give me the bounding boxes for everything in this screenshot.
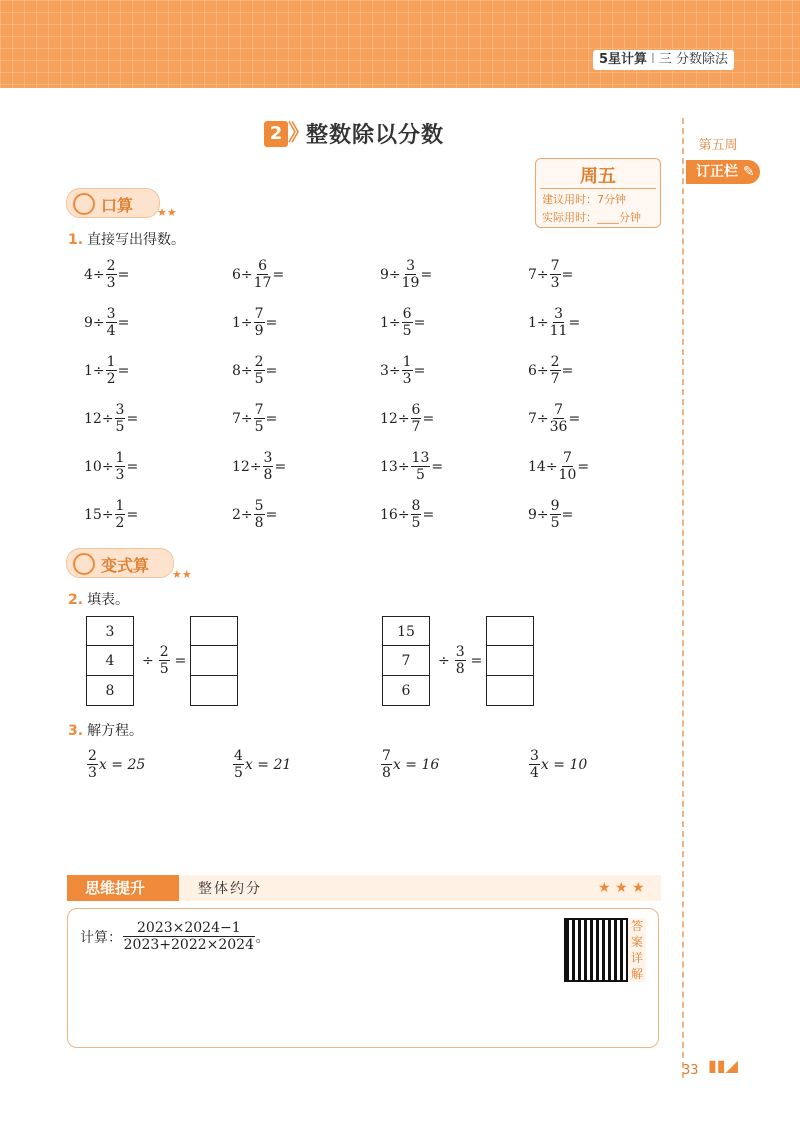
equals: = [420,266,433,283]
numerator: 1 [115,450,125,466]
dividend: 10÷ [84,458,114,475]
fraction [106,306,117,339]
numerator: 3 [530,748,539,764]
denominator: 5 [550,515,560,531]
fraction [550,258,561,291]
mental-item [232,450,286,483]
correction-label: 订正栏 [696,164,738,180]
denominator: 8 [263,467,273,483]
equation [86,748,145,781]
equals: = [413,314,426,331]
dividend: 13÷ [380,458,410,475]
dividend: 16÷ [380,506,410,523]
equals: = [577,458,590,475]
dividend: 7÷ [528,266,549,283]
mental-item [528,306,580,339]
fraction [254,258,272,291]
dividend: 1÷ [528,314,549,331]
numerator: 2 [550,354,560,370]
table-cell: 4 [86,646,134,676]
equals: = [561,266,574,283]
equals: = [265,410,278,427]
numerator: 3 [263,450,273,466]
header-band [0,0,800,88]
answer-cell[interactable] [190,676,238,706]
operator-expression [138,644,190,677]
qr-code[interactable] [564,918,628,982]
fraction [381,748,392,781]
fraction [402,306,413,339]
numerator: 7 [554,402,564,418]
thinking-expression [80,920,270,953]
equals: = [568,314,581,331]
dividend: 1÷ [84,362,105,379]
numerator: 2 [88,748,97,764]
dividend: 7÷ [232,410,253,427]
mental-item [528,450,589,483]
fraction [254,354,265,387]
numerator: 7 [254,402,264,418]
numerator: 2 [106,258,116,274]
denominator: 7 [550,371,560,387]
fraction [159,644,170,677]
numerator: 2 [254,354,264,370]
numerator: 3 [455,644,465,660]
mental-item [232,402,277,435]
table-cell: 3 [86,616,134,646]
denominator: 19 [401,275,420,291]
mental-item [380,258,432,291]
mental-item [84,258,129,291]
breadcrumb [593,50,734,70]
numerator: 2023×2024−1 [123,920,255,937]
series-label: 5星计算 [598,52,648,67]
day-card [535,158,661,228]
star-icon: ★ ★ ★ [598,880,645,896]
numerator: 7 [550,258,560,274]
dividend: 12÷ [232,458,262,475]
answer-column [190,616,238,706]
fraction [559,450,577,483]
thinking-subtitle: 整体约分 [198,881,262,897]
equals: = [117,362,130,379]
table-cell: 8 [86,676,134,706]
fraction [254,306,265,339]
dividend: 9÷ [528,506,549,523]
equals: = [568,410,581,427]
denominator: 3 [402,371,412,387]
dividend: 2÷ [232,506,253,523]
fraction [87,748,98,781]
denominator: 3 [550,275,560,291]
fraction [115,402,126,435]
numerator: 8 [411,498,421,514]
denominator: 8 [382,765,391,781]
star-icon: ★★ [157,206,177,219]
fraction [455,644,466,677]
table-cell: 7 [382,646,430,676]
fraction [550,498,561,531]
numerator: 1 [106,354,116,370]
operator-expression [434,644,486,677]
denominator: 5 [234,765,243,781]
numerator: 5 [254,498,264,514]
actual-time: 实际用时：____分钟 [542,211,641,224]
suggested-time: 建议用时：7分钟 [542,193,626,206]
denominator: 2 [106,371,116,387]
denominator: 3 [88,765,97,781]
fraction [254,498,265,531]
numerator: 1 [115,498,125,514]
equals: = [422,410,435,427]
fraction [411,498,422,531]
mental-item [528,258,573,291]
denominator: 5 [115,419,125,435]
denominator: 5 [402,323,412,339]
mental-item [380,498,434,531]
denominator: 2023+2022×2024 [123,937,254,953]
correction-tab [686,160,760,184]
thinking-label: 思维提升 [67,875,179,901]
fraction [263,450,274,483]
numerator: 7 [563,450,572,466]
answer-column [486,616,534,706]
dividend: 1÷ [232,314,253,331]
equation-rest: x = 10 [540,756,588,773]
answer-cell[interactable] [190,616,238,646]
fraction [550,306,568,339]
denominator: 17 [253,275,272,291]
target-icon [73,553,95,575]
table-cell: 15 [382,616,430,646]
fraction [550,402,568,435]
mental-item [84,498,138,531]
mental-item [528,498,573,531]
fraction [529,748,540,781]
fraction [411,402,422,435]
numerator: 1 [402,354,412,370]
numerator: 6 [402,306,412,322]
denominator: 7 [411,419,421,435]
answer-cell[interactable] [190,646,238,676]
section-label: 变式算 [101,556,150,575]
denominator: 9 [254,323,264,339]
numerator: 7 [254,306,264,322]
numerator: 9 [550,498,560,514]
question-3 [68,720,143,740]
numerator: 2 [159,644,169,660]
numerator: 3 [106,306,116,322]
fraction [254,402,265,435]
question-text: 直接写出得数。 [87,232,186,248]
equals: = [117,314,130,331]
dividend: 1÷ [380,314,401,331]
star-icon: ★★ [172,568,192,581]
denominator: 3 [106,275,116,291]
period: 。 [255,929,270,946]
equals: = [126,410,139,427]
prompt: 计算： [80,929,122,946]
fraction [106,354,117,387]
page-number: 33 [682,1063,699,1078]
question-number: 2. [68,592,84,608]
mental-item [232,258,284,291]
equals: = [265,314,278,331]
mental-item [232,498,277,531]
dividend: 12÷ [380,410,410,427]
question-1 [68,229,185,249]
section-label: 口算 [101,196,134,215]
numerator: 6 [258,258,268,274]
equals: = [265,362,278,379]
denominator: 36 [549,419,568,435]
denominator: 4 [106,323,116,339]
question-text: 填表。 [87,592,130,608]
mental-item [232,354,277,387]
numerator: 3 [554,306,564,322]
denominator: 5 [411,515,421,531]
denominator: 10 [558,467,577,483]
mental-item [528,354,573,387]
question-2 [68,589,129,609]
card-divider [540,188,656,189]
dividend: 9÷ [380,266,401,283]
mental-item [232,306,277,339]
fraction [411,450,431,483]
chevron-right-icon: 》 [288,121,311,146]
dividend: 3÷ [380,362,401,379]
question-number: 3. [68,723,84,739]
denominator: 5 [254,371,264,387]
mental-item [380,306,425,339]
equation [380,748,439,781]
equals: = [431,458,444,475]
dividend: 14÷ [528,458,558,475]
fraction [123,920,255,953]
denominator: 4 [530,765,539,781]
unit-label: 三 分数除法 [658,52,728,67]
denominator: 11 [549,323,568,339]
denominator: 5 [416,467,425,483]
pencil-icon: ✎ [742,164,755,180]
equals: = [126,458,139,475]
answer-cell[interactable] [486,676,534,706]
denominator: 5 [159,661,169,677]
equals: = [274,458,287,475]
dividend: 15÷ [84,506,114,523]
numerator: 13 [411,450,430,466]
equals: = [561,362,574,379]
equals: = [126,506,139,523]
dividend: 8÷ [232,362,253,379]
table-cell: 6 [382,676,430,706]
answer-cell[interactable] [486,616,534,646]
divide-sign: ÷ [438,652,450,669]
mental-item [528,402,580,435]
denominator: 8 [455,661,465,677]
mental-item [84,354,129,387]
equation-rest: x = 25 [98,756,146,773]
lesson-number: 2 [264,121,288,147]
input-column [86,616,134,706]
equals: = [422,506,435,523]
dividend: 12÷ [84,410,114,427]
dividend: 6÷ [528,362,549,379]
fraction [115,498,126,531]
fraction [115,450,126,483]
equals: = [174,652,187,669]
fraction [550,354,561,387]
denominator: 5 [254,419,264,435]
equals: = [265,506,278,523]
fraction [106,258,117,291]
input-column [382,616,430,706]
equals: = [470,652,483,669]
numerator: 6 [411,402,421,418]
dividend: 9÷ [84,314,105,331]
day-label: 周五 [580,166,616,187]
section-mental-calc [66,188,160,218]
mental-item [84,306,129,339]
mental-item [380,354,425,387]
divide-sign: ÷ [142,652,154,669]
mental-item [380,402,434,435]
numerator: 3 [115,402,125,418]
denominator: 3 [115,467,125,483]
fraction [233,748,244,781]
numerator: 7 [382,748,391,764]
equals: = [117,266,130,283]
dividend: 6÷ [232,266,253,283]
section-variation [66,548,174,578]
dividend: 7÷ [528,410,549,427]
equals: = [272,266,285,283]
answer-tag: 答案详解 [628,918,646,982]
numerator: 4 [234,748,243,764]
equation [232,748,291,781]
answer-cell[interactable] [486,646,534,676]
equals: = [413,362,426,379]
equation-rest: x = 21 [244,756,292,773]
denominator: 2 [115,515,125,531]
breadcrumb-separator: I [651,52,655,67]
equation [528,748,587,781]
numerator: 3 [406,258,416,274]
mental-item [380,450,443,483]
question-text: 解方程。 [87,723,144,739]
dividend: 4÷ [84,266,105,283]
denominator: 8 [254,515,264,531]
page-title: 整数除以分数 [306,123,445,148]
equals: = [561,506,574,523]
mental-item [84,450,138,483]
stopwatch-icon [73,193,95,215]
equation-rest: x = 16 [392,756,440,773]
mental-item [84,402,138,435]
week-label: 第五周 [698,138,738,153]
fraction [402,354,413,387]
fraction [402,258,420,291]
correction-divider [682,118,684,1078]
books-icon: ▮▮◢ [708,1056,738,1075]
question-number: 1. [68,232,84,248]
